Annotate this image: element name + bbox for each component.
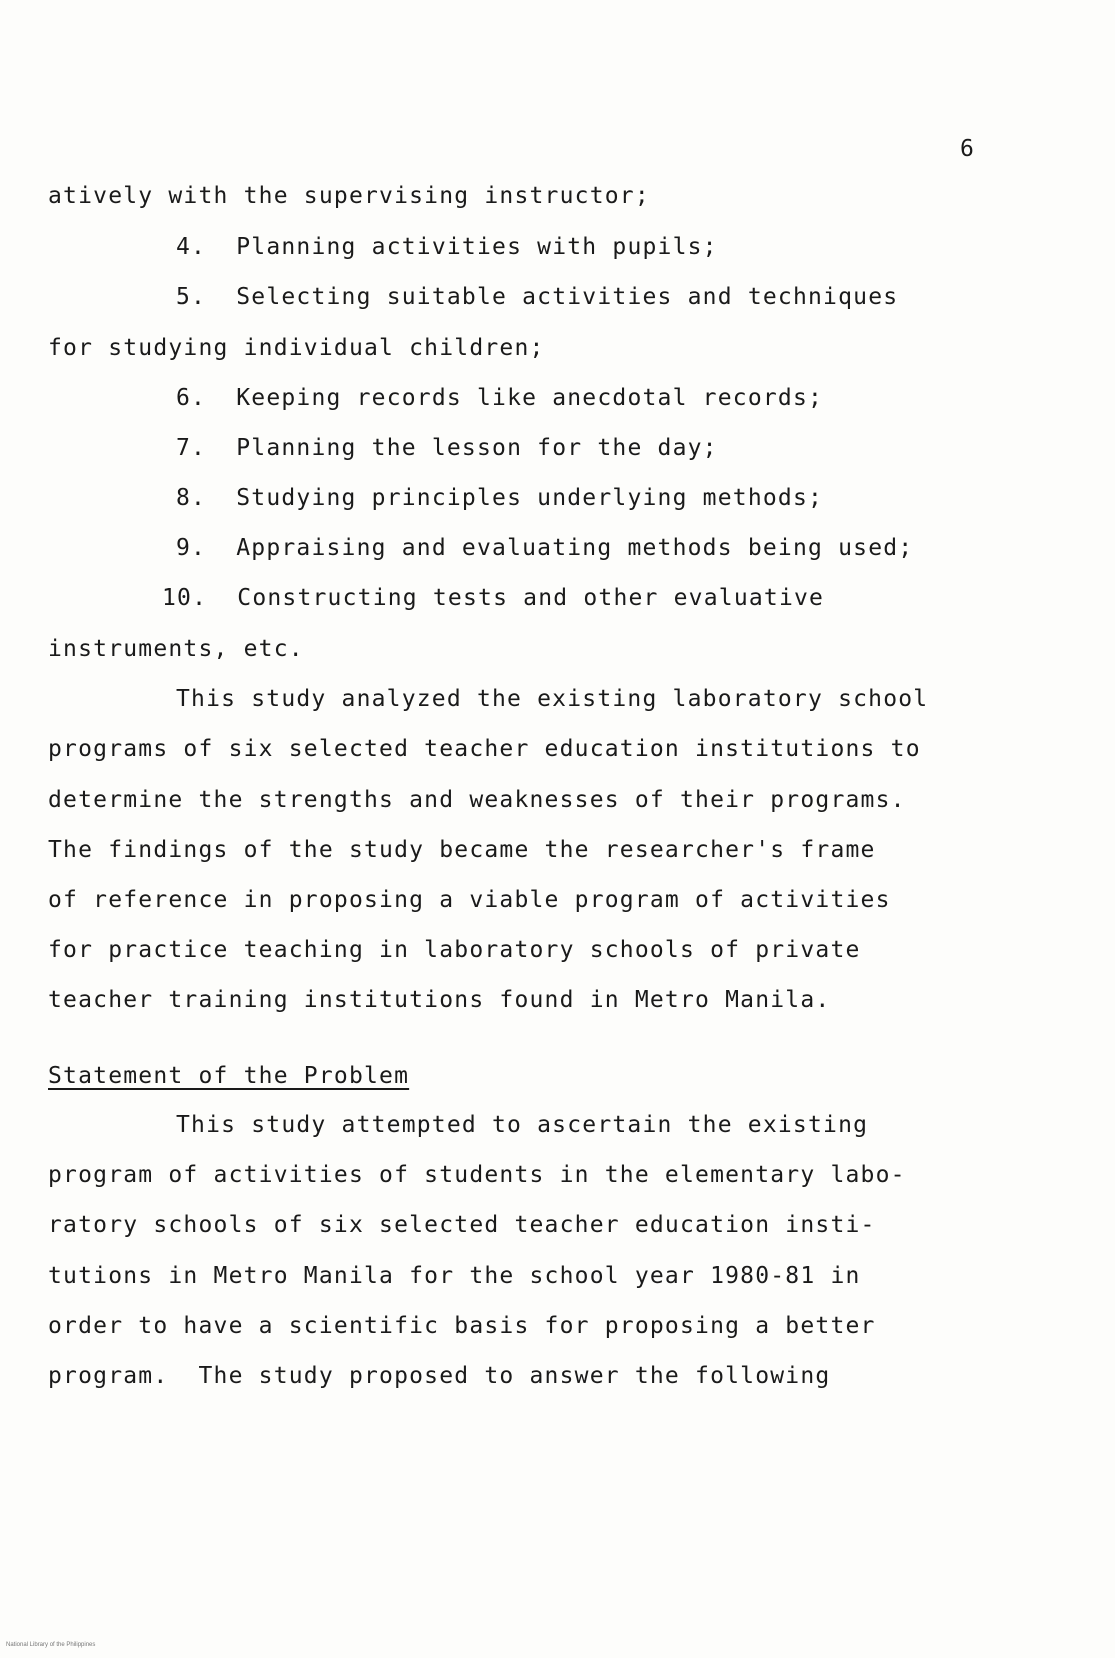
list-number: 10. [162,585,208,611]
scan-footer: National Library of the Philippines [6,1642,96,1648]
paragraph-line: for practice teaching in laboratory schools of private [48,937,861,963]
list-number: 6. [176,385,207,411]
list-text: Planning activities with pupils; [236,234,718,260]
list-item-9 [176,533,913,563]
paragraph-line: order to have a scientific basis for proposing a better [48,1313,876,1339]
list-number: 5. [176,284,207,310]
text-line: atively with the supervising instructor; [48,183,650,209]
paragraph-line: tutions in Metro Manila for the school year 1980-81 in [48,1263,861,1289]
paragraph-line: program of activities of students in the elementary labo- [48,1162,906,1188]
list-item-7 [176,433,718,463]
list-item-4 [176,232,718,262]
paragraph-line: program. The study proposed to answer the following [48,1363,831,1389]
paragraph-line: determine the strengths and weaknesses of their programs. [48,787,906,813]
list-text: Planning the lesson for the day; [236,435,718,461]
list-item-6 [176,383,823,413]
list-item-8 [176,483,823,513]
list-number: 8. [176,485,207,511]
text-line: instruments, etc. [48,636,304,662]
list-text: Selecting suitable activities and techniques [236,284,899,310]
list-item-10 [162,583,824,613]
paragraph-line: This study attempted to ascertain the existing [176,1112,869,1138]
paragraph-line: The findings of the study became the researcher's frame [48,837,876,863]
list-item-5 [176,282,898,312]
paragraph-line: teacher training institutions found in Metro Manila. [48,987,831,1013]
page-number: 6 [960,136,975,162]
paragraph-line: programs of six selected teacher education institutions to [48,736,921,762]
list-number: 7. [176,435,207,461]
paragraph-line: This study analyzed the existing laboratory school [176,686,929,712]
list-text: Studying principles underlying methods; [236,485,824,511]
text-line: for studying individual children; [48,335,545,361]
list-number: 4. [176,234,207,260]
list-text: Keeping records like anecdotal records; [236,385,824,411]
paragraph-line: of reference in proposing a viable program of activities [48,887,891,913]
list-text: Constructing tests and other evaluative [237,585,825,611]
list-number: 9. [176,535,207,561]
paragraph-line: ratory schools of six selected teacher education insti- [48,1212,876,1238]
list-text: Appraising and evaluating methods being used; [236,535,914,561]
section-heading: Statement of the Problem [48,1063,410,1089]
